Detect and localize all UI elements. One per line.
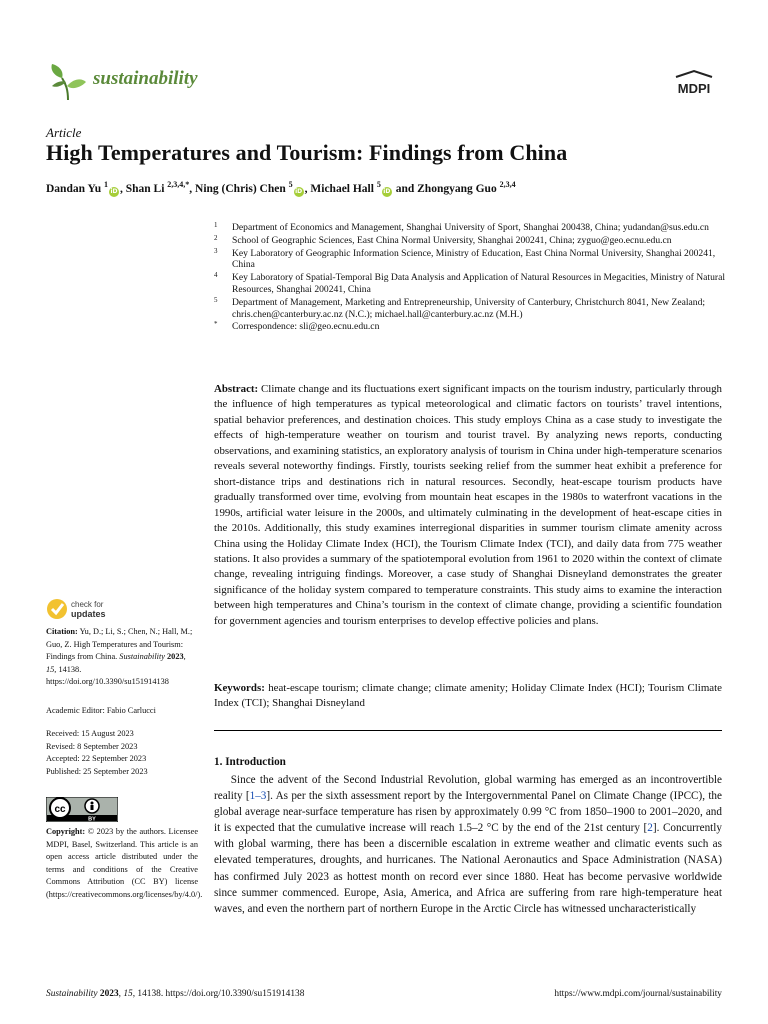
author-affil-sup: 2,3,4 — [499, 180, 516, 189]
orcid-icon[interactable]: iD — [295, 187, 303, 195]
affiliation-text: Department of Management, Marketing and Entrepreneurship, University of Canterbury, Christchurch 8041, New Zealand; chris.chen@canterbury.ac.nz (N.C.); michael.hall@canterbury.ac.nz (M.H.) — [232, 296, 706, 320]
author-sep: , — [119, 182, 126, 195]
check-updates-line2: updates — [71, 609, 106, 619]
copyright-text: © 2023 by the authors. Licensee MDPI, Basel, Switzerland. This article is an open access article distributed under the terms and conditions of the Creative Commons Attribution (CC BY) license (https://creativecommons.org/licenses/by/4.0/). — [46, 827, 203, 899]
sustainability-leaf-logo-icon — [48, 62, 88, 102]
svg-text:cc: cc — [54, 804, 66, 815]
author-sep: and — [392, 182, 418, 195]
revised-date: Revised: 8 September 2023 — [46, 741, 138, 751]
affiliation-number: 5 — [214, 295, 218, 304]
orcid-icon[interactable]: iD — [383, 187, 391, 195]
copyright-label: Copyright: — [46, 827, 86, 836]
author-sep: , — [304, 182, 311, 195]
paper-title: High Temperatures and Tourism: Findings from China — [46, 140, 568, 165]
affiliation-item — [214, 297, 726, 321]
affiliation-number: 1 — [214, 221, 218, 229]
footer-volume: 15 — [123, 989, 133, 999]
citation-year: 2023 — [167, 652, 184, 662]
mdpi-logo-icon[interactable] — [666, 69, 722, 97]
author-affil-sup: 5 — [288, 180, 293, 189]
published-date: Published: 25 September 2023 — [46, 766, 148, 776]
journal-title[interactable]: sustainability — [93, 68, 198, 89]
citation-text: Yu, D.; Li, S.; Chen, N.; Hall, M.; Guo, Z. High Temperatures and Tourism: Findings from China. — [46, 627, 193, 662]
correspondence-text: Correspondence: sli@geo.ecnu.edu.cn — [232, 321, 380, 333]
citation-link[interactable]: 1–3 — [249, 790, 267, 803]
footer-journal-url[interactable]: https://www.mdpi.com/journal/sustainability — [554, 989, 722, 999]
author-affil-sup: 5 — [376, 180, 381, 189]
publisher-name: MDPI — [677, 81, 711, 96]
author-affil-sup: 2,3,4, — [167, 180, 186, 189]
article-type-label: Article — [46, 125, 82, 140]
citation-journal: Sustainability — [119, 652, 165, 662]
affiliation-number: 4 — [214, 271, 218, 280]
abstract-label: Abstract: — [214, 383, 259, 395]
affiliation-item — [214, 248, 726, 272]
section-divider — [214, 730, 722, 731]
author-name: Michael Hall — [310, 182, 374, 195]
citation-volume: 15 — [46, 664, 55, 674]
corresponding-star: * — [185, 180, 190, 189]
section-heading: 1. Introduction — [214, 756, 286, 768]
correspondence-item — [214, 321, 726, 333]
citation-block: Citation: Yu, D.; Li, S.; Chen, N.; Hall, M.; Guo, Z. High Temperatures and Tourism: Findings from China. Sustainability 2023, 15, 14138. https://doi.org/10.3390/su151914138 — [46, 627, 193, 687]
footer-citation: Sustainability 2023, 15, 14138. https://doi.org/10.3390/su151914138 — [46, 989, 305, 999]
affiliation-item — [214, 235, 726, 247]
check-for-updates-icon[interactable] — [46, 597, 166, 621]
creative-commons-by-icon[interactable] — [46, 797, 118, 822]
affiliation-number: 2 — [214, 233, 218, 242]
intro-text: Since the advent of the Second Industrial Revolution, global warming has emerged as an incontrovertible reality [ — [214, 774, 722, 803]
intro-text: ]. As per the sixth assessment report by the Intergovernmental Panel on Climate Change (IPCC), the global average near-surface temperature has risen by approximately 0.99 °C from 1850–1900 to 2001–2020, and it is expected that the cumulative increase will reach 1.5–2 °C by the end of the 21st century [ — [214, 790, 722, 835]
author-name: Ning (Chris) Chen — [195, 182, 286, 195]
author-sep: , — [189, 182, 196, 195]
copyright-block — [46, 826, 203, 902]
affiliation-number: 3 — [214, 246, 218, 255]
affiliation-item — [214, 272, 726, 296]
affiliation-number: * — [214, 320, 218, 329]
affiliation-text: Department of Economics and Management, Shanghai University of Sport, Shanghai 200438, China; yudandan@sus.edu.cn — [232, 222, 709, 233]
received-date: Received: 15 August 2023 — [46, 729, 134, 738]
keywords-label: Keywords: — [214, 682, 265, 694]
abstract-text: Climate change and its fluctuations exert significant impacts on the tourism industry, particularly through the influence of high temperatures as typical meteorological and climatic factors on tourists’ travel intentions, spatial behavior preferences, and destination choices. This study employs China as a case study to investigate the effects of high-temperature weather on tourism and tourist travel. By analyzing news reports, conducting observations, and examining statistics, an exploratory analysis of tourism in China under high-temperature scenarios reveals several noteworthy findings. Firstly, tourists seeking relief from the summer heat exhibit a preference for short-distance trips and destinations rich in natural resources. Secondly, heat-escape tourism products have gradually transformed over time, evolving from mountain heat escapes in the 1980s to waterfront vacations in the 1990s, artificial water leisure in the 2000s, and ultimately culminating in the development of heat-escape cities in the 2010s. Additionally, this study examines interregional disparities in summer tourism climate amenity across China using the Holiday Climate Index (HCI), the Tourism Climate Index (TCI), and daily data from 775 weather stations. It also provides a summary of the spatiotemporal evolution from 1961 to 2020 within the context of climate change, revealing intriguing findings. Moreover, a case study of Shanghai Disneyland demonstrates the greater significance of the holiday system compared to temperature constraints. This study aims to examine the interaction between high temperatures and China’s tourism in the context of climate change, providing a scientific foundation for government agencies and tourism enterprises to develop effective policies and plans. — [214, 383, 722, 627]
cc-by-label: BY — [88, 816, 96, 822]
citation-label: Citation: — [46, 627, 78, 636]
orcid-icon[interactable]: iD — [110, 187, 118, 195]
affiliation-text: Key Laboratory of Geographic Information Science, Ministry of Education, East China Normal University, Shanghai 200241, China — [232, 247, 716, 271]
author-name: Zhongyang Guo — [417, 182, 497, 195]
footer-journal: Sustainability — [46, 989, 98, 999]
citation-doi[interactable]: , 14138. https://doi.org/10.3390/su151914138 — [46, 664, 169, 687]
author-affil-sup: 1 — [103, 180, 108, 189]
introduction-paragraph — [214, 772, 722, 917]
author-name: Dandan Yu — [46, 182, 102, 195]
academic-editor: Academic Editor: Fabio Carlucci — [46, 706, 156, 715]
affiliation-item — [214, 222, 726, 234]
author-list — [46, 180, 516, 197]
accepted-date: Accepted: 22 September 2023 — [46, 754, 147, 764]
keywords-text: heat-escape tourism; climate change; climate amenity; Holiday Climate Index (HCI); Tourism Climate Index (TCI); Shanghai Disneyland — [214, 682, 722, 710]
author-name: Shan Li — [125, 182, 165, 195]
affiliation-text: School of Geographic Sciences, East China Normal University, Shanghai 200241, China; zyguo@geo.ecnu.edu.cn — [232, 234, 672, 246]
footer-doi[interactable]: , 14138. https://doi.org/10.3390/su151914138 — [132, 989, 305, 999]
dates-block — [46, 728, 198, 778]
citation-link[interactable]: 2 — [647, 822, 653, 835]
keywords — [214, 681, 722, 712]
affiliation-text: Key Laboratory of Spatial-Temporal Big Data Analysis and Application of Natural Resources in Megacities, Ministry of Natural Resources, Shanghai 200241, China — [232, 272, 726, 295]
abstract — [214, 382, 722, 629]
footer-year: 2023 — [99, 989, 119, 999]
check-updates-line1: check for — [71, 600, 104, 609]
intro-text: ]. Concurrently with global warming, there has been a discernible escalation in extreme weather and climatic events such as elevated temperatures, droughts, and hurricanes. The National Aeronautics and Space Administration (NASA) has confirmed July 2023 as hottest month on record ever since 1880. Heat has become pervasive worldwide since summer commenced. Europe, Asia, America, and Africa are suffering from rare high-temperature heat waves, and even the northern part of northern Europe in the Arctic Circle has witnessed uncharacteristically — [214, 822, 722, 915]
affiliations — [214, 222, 726, 334]
